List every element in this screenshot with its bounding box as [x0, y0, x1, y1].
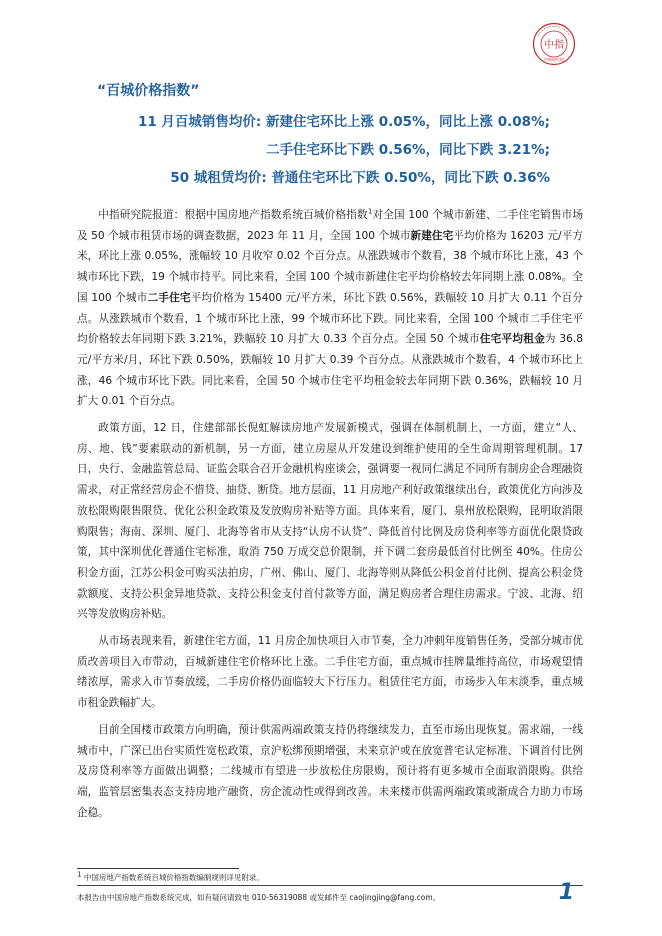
footnote-divider: [77, 868, 239, 869]
headline-rental: 50 城租赁均价: 普通住宅环比下跌 0.50%，同比下跌 0.36%: [170, 170, 550, 186]
headline-second-hand: 二手住宅环比下跌 0.56%，同比下跌 3.21%;: [266, 142, 550, 158]
keyword-second-hand: 二手住宅: [147, 291, 191, 304]
section-title: “百城价格指数”: [97, 83, 200, 99]
footer-divider: [77, 885, 583, 886]
keyword-new-home: 新建住宅: [410, 229, 454, 242]
svg-text:中指: 中指: [544, 40, 564, 51]
keyword-rent: 住宅平均租金: [479, 333, 545, 346]
footer-contact: 本报告由中国房地产指数系统完成，如有疑问请致电 010-56319088 或发邮件至 caojingjing@fang.com。: [77, 893, 441, 902]
headline-block: [80, 108, 550, 192]
paragraph-price-summary: 中指研究院报道：根据中国房地产指数系统百城价格指数$^1$对全国 100 个城市新建、二手住宅销售市场及 50 个城市租赁市场的调查数据，2023 年 11 月，全国 100 个城市新建住宅平均价格为 16203 元/平方米，环比上涨 0.05%，涨幅较 10 月收窄 0.02 个百分点。从涨跌城市个数看，38 个城市环比上涨，43 个城市环比下跌，19 个城市持平。同比来看，全国 100 个城市新建住宅平均价格较去年同期上涨 0.08%。全国 100 个城市二手住宅平均价格为 15400 元/平方米，环比下跌 0.56%，跌幅较 10 月扩大 0.11 个百分点。从涨跌城市个数看，1 个城市环比上涨，99 个城市环比下跌。同比来看，全国 100 个城市二手住宅平均价格较去年同期下跌 3.21%，跌幅较 10 月扩大 0.33 个百分点。全国 50 个城市住宅平均租金为 36.8 元/平方米/月，环比下跌 0.50%，跌幅较 10 月扩大 0.39 个百分点。从涨跌城市个数看，4 个城市环比上涨，46 个城市环比下跌。同比来看，全国 50 个城市住宅平均租金较去年同期下跌 0.36%，跌幅较 10 月扩大 0.01 个百分点。: [77, 207, 583, 408]
paragraph-policy: 政策方面，12 日，住建部部长倪虹解读房地产发展新模式，强调在体制机制上，一方面，建立“人、房、地、钱”要素联动的新机制，另一方面，建立房屋从开发建设到维护使用的全生命周期管理机制。17 日，央行、金融监管总局、证监会联合召开金融机构座谈会，强调要一视同仁满足不同所有制房企合理融资需求，对正常经营房企不惜贷、抽贷、断贷。地方层面，11 月房地产利好政策继续出台，政策优化方向涉及放松限购限售限贷、优化公积金政策及发放购房补贴等方面。具体来看，厦门、泉州放松限购，昆明取消限购限售；海南、深圳、厦门、北海等省市从支持“认房不认贷”、降低首付比例及房贷利率等方面优化限贷政策，其中深圳优化普通住宅标准，取消 750 万成交总价限制，并下调二套房最低首付比例至 40%。住房公积金方面，江苏公积金可购买法拍房，广州、佛山、厦门、北海等则从降低公积金首付比例、提高公积金贷款额度、支持公积金异地贷款、支持公积金支付首付款等方面，满足购房者合理住房需求。宁波、北海、绍兴等发放购房补贴。: [77, 422, 583, 621]
svg-text:中指研究院: 中指研究院: [544, 57, 564, 62]
headline-new-home: 11 月百城销售均价: 新建住宅环比上涨 0.05%，同比上涨 0.08%;: [137, 114, 550, 130]
paragraph-market: 从市场表现来看，新建住宅方面，11 月房企加快项目入市节奏，全力冲刺年度销售任务，受部分城市优质改善项目入市带动，百城新建住宅价格环比上涨。二手住宅方面，重点城市挂牌量维持高位，市场观望情绪浓厚，需求入市节奏放缓，二手房价格仍面临较大下行压力。租赁住宅方面，市场步入年末淡季，重点城市租金跌幅扩大。: [77, 635, 583, 710]
report-body: [77, 205, 583, 829]
footnote: $^1$ 中国房地产指数系统百城价格指数编制规则详见附录。: [77, 870, 264, 882]
paragraph-outlook: 目前全国楼市政策方向明确，预计供需两端政策支持仍将继续发力，直至市场出现恢复。需求端，一线城市中，广深已出台实质性宽松政策，京沪松绑预期增强，未来京沪或在放宽普宅认定标准、下调首付比例及房贷利率等方面做出调整；二线城市有望进一步放松住房限购，预计将有更多城市全面取消限购。供给端，监管层密集表态支持房地产融资，房企流动性或得到改善。未来楼市供需两端政策或渐成合力助力市场企稳。: [77, 723, 583, 819]
page-number: 1: [558, 880, 574, 905]
china-index-academy-logo: [532, 22, 576, 66]
footnote-ref: 1: [367, 207, 373, 216]
